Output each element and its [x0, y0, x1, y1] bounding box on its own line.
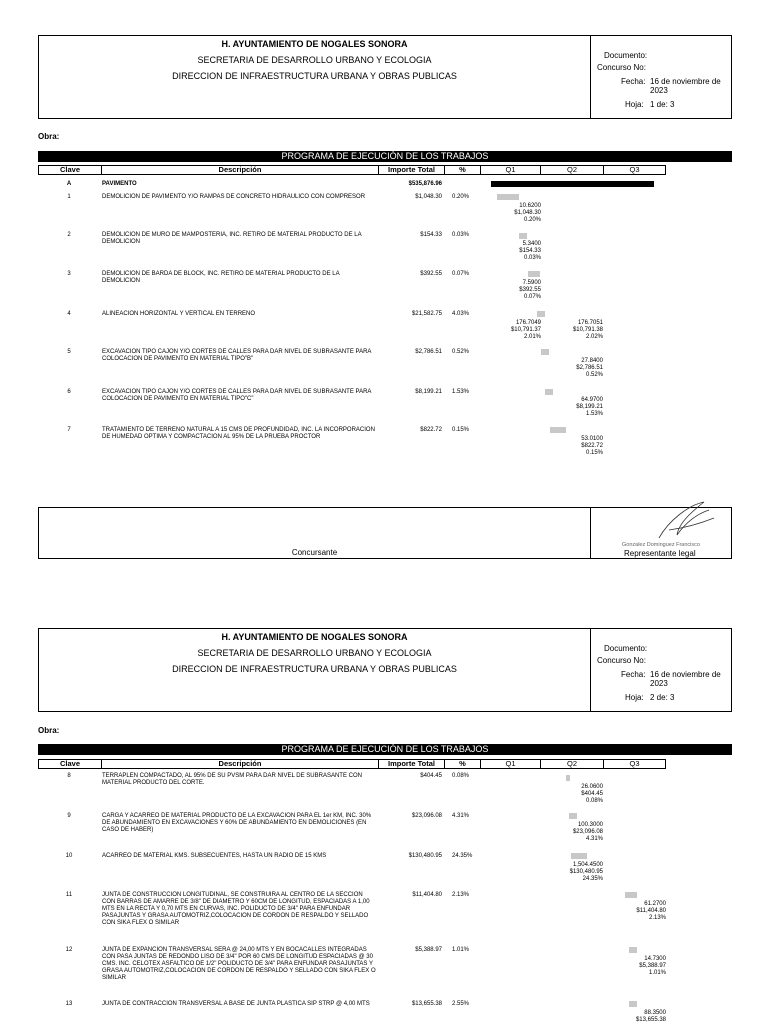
q3-values: 61.2700 $11,404.80 2.13% — [636, 901, 666, 921]
section-duration-bar — [491, 181, 654, 187]
q2-values: 100.3000 $23,096.08 4.31% — [572, 822, 603, 842]
concurso-label: Concurso No: — [597, 63, 646, 72]
col-q3: Q3 — [629, 759, 640, 768]
concursante-label: Concursante — [291, 548, 338, 557]
col-descripcion: Descripción — [102, 166, 379, 174]
representante-label: Representante legal — [624, 549, 696, 558]
documento-label: Documento: — [604, 644, 648, 653]
header-line2: SECRETARIA DE DESARROLLO URBANO Y ECOLOGIA — [197, 648, 432, 658]
gantt-bar — [545, 389, 553, 395]
column-header — [38, 759, 666, 769]
header-line2: SECRETARIA DE DESARROLLO URBANO Y ECOLOGIA — [197, 55, 432, 65]
obra-label: Obra: — [38, 132, 60, 141]
col-descripcion: Descripción — [102, 760, 379, 768]
gantt-bar — [528, 271, 540, 277]
gantt-bar — [519, 233, 527, 239]
signature-name: Gonzalez Dominguez Francisco — [622, 542, 700, 548]
col-importe: Importe Total — [379, 760, 445, 768]
gantt-bar — [625, 892, 637, 898]
gantt-bar — [566, 775, 570, 781]
signature-box — [38, 507, 732, 559]
col-pct: % — [445, 760, 481, 768]
fecha-label: Fecha: — [621, 670, 646, 679]
hoja-label: Hoja: — [625, 693, 644, 702]
q1-values: 7.5900 $392.55 0.07% — [519, 280, 541, 300]
hoja-value: 2 de: 3 — [650, 693, 675, 702]
col-q1: Q1 — [481, 166, 541, 174]
gantt-bar — [541, 349, 549, 355]
col-q1: Q1 — [481, 760, 541, 768]
q2-values: 53.0100 $822.72 0.15% — [581, 436, 603, 456]
q1-values: 5.3400 $154.33 0.03% — [519, 241, 541, 261]
documento-label: Documento: — [604, 51, 648, 60]
header-line3: DIRECCION DE INFRAESTRUCTURA URBANA Y OBRAS PUBLICAS — [172, 71, 457, 81]
hoja-label: Hoja: — [625, 100, 644, 109]
col-importe: Importe Total — [379, 166, 445, 174]
column-header — [38, 165, 666, 175]
col-q2: Q2 — [541, 760, 604, 768]
q2-values: 26.0600 $404.45 0.08% — [581, 784, 603, 804]
q2-values: 27.8400 $2,786.51 0.52% — [576, 358, 603, 378]
program-title: PROGRAMA DE EJECUCIÓN DE LOS TRABAJOS — [38, 151, 732, 162]
q1-values: 176.7049 $10,791.37 2.01% — [510, 320, 541, 340]
header-box-page2 — [38, 628, 732, 712]
col-clave: Clave — [39, 760, 102, 768]
gantt-bar — [629, 947, 637, 953]
concurso-label: Concurso No: — [597, 656, 646, 665]
gantt-bar — [497, 194, 519, 200]
obra-label: Obra: — [38, 726, 60, 735]
hoja-value: 1 de: 3 — [650, 100, 675, 109]
header-line1: H. AYUNTAMIENTO DE NOGALES SONORA — [221, 39, 408, 49]
q2-values: 176.7051 $10,791.38 2.02% — [572, 320, 603, 340]
fecha-value: 16 de noviembre de 2023 — [650, 670, 721, 688]
gantt-bar — [550, 427, 566, 433]
q1-values: 10.6200 $1,048.30 0.20% — [514, 203, 541, 223]
gantt-bar — [629, 1001, 637, 1007]
header-line3: DIRECCION DE INFRAESTRUCTURA URBANA Y OBRAS PUBLICAS — [172, 664, 457, 674]
q3-values: 14.7300 $5,388.97 1.01% — [639, 956, 666, 976]
q2-values: 64.9700 $8,199.21 1.53% — [576, 397, 603, 417]
signature-image — [649, 500, 719, 542]
gantt-bar — [569, 813, 577, 819]
fecha-value: 16 de noviembre de 2023 — [650, 77, 721, 95]
fecha-label: Fecha: — [621, 77, 646, 86]
q2-values: 1,504.4500 $130,480.95 24.35% — [569, 862, 603, 882]
q3-values: 88.3500 $13,655.38 — [635, 1010, 666, 1023]
header-box-page1 — [38, 35, 732, 119]
col-pct: % — [445, 166, 481, 174]
col-q3: Q3 — [629, 165, 640, 174]
col-clave: Clave — [39, 166, 102, 174]
gantt-bar — [537, 311, 545, 317]
col-q2: Q2 — [541, 166, 604, 174]
gantt-bar — [571, 853, 587, 859]
program-title: PROGRAMA DE EJECUCIÓN DE LOS TRABAJOS — [38, 744, 732, 755]
header-line1: H. AYUNTAMIENTO DE NOGALES SONORA — [221, 632, 408, 642]
